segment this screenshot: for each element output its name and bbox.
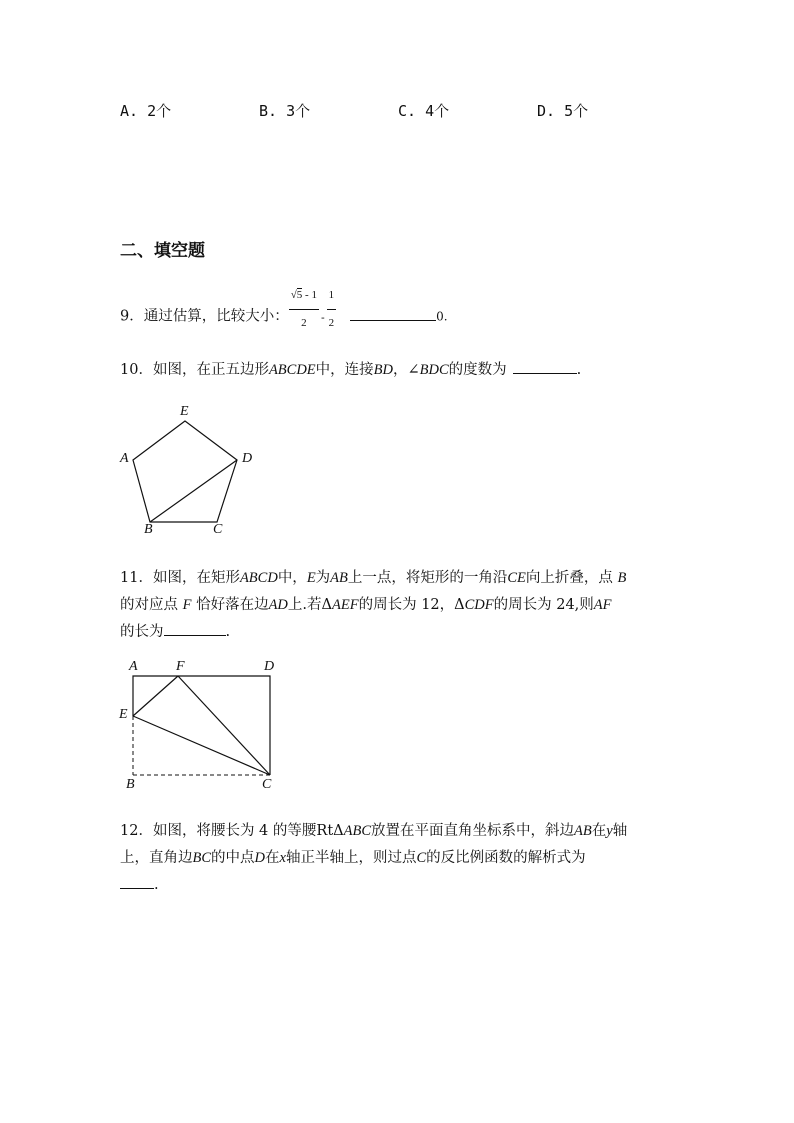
q10-seg: BD bbox=[373, 362, 394, 378]
segment-ef bbox=[133, 676, 178, 716]
q9-den2: 2 bbox=[328, 317, 335, 329]
label-c-pentagon: C bbox=[213, 522, 223, 537]
label-a-pentagon: A bbox=[120, 451, 129, 466]
q11-t8: 上.若Δ bbox=[287, 597, 333, 613]
q12-t1: 12．如图，将腰长为 4 的等腰 bbox=[120, 823, 317, 839]
label-b-rect: B bbox=[126, 777, 135, 792]
q12-t6: 上，直角边 bbox=[120, 850, 193, 866]
q10-text-c: ，∠ bbox=[393, 362, 420, 378]
q11-ce: CE bbox=[507, 570, 526, 586]
q11-rect: ABCD bbox=[239, 570, 278, 586]
q12-t10: 的反比例函数的解析式为 bbox=[426, 850, 586, 866]
q11-af: AF bbox=[593, 597, 612, 613]
label-b-pentagon: B bbox=[144, 522, 153, 537]
q12-t3: 放置在平面直角坐标系中，斜边 bbox=[371, 823, 575, 839]
q11-t2: 中， bbox=[277, 570, 307, 586]
q11-cdf: CDF bbox=[464, 597, 494, 613]
q9-sqrt-arg: 5 bbox=[296, 289, 303, 301]
q11-ab: AB bbox=[330, 570, 348, 586]
q12-end: . bbox=[154, 877, 159, 893]
q12-line-1 bbox=[120, 818, 627, 845]
q11-b: B bbox=[617, 570, 627, 586]
q12-t5: 轴 bbox=[612, 823, 628, 839]
q10-poly: ABCDE bbox=[268, 362, 316, 378]
q12-t7: 的中点 bbox=[211, 850, 255, 866]
option-c: C. 4个 bbox=[398, 102, 450, 120]
label-d-pentagon: D bbox=[242, 451, 253, 466]
label-e-rect: E bbox=[119, 707, 128, 722]
q12-ab: AB bbox=[574, 823, 592, 839]
q12-c: C bbox=[416, 850, 427, 866]
q11-ad: AD bbox=[268, 597, 288, 613]
q9-den1: 2 bbox=[301, 317, 307, 329]
q12-d: D bbox=[254, 850, 266, 866]
q12-line-2 bbox=[120, 845, 627, 872]
label-c-rect: C bbox=[262, 777, 272, 792]
q11-t3: 为 bbox=[315, 570, 331, 586]
question-12 bbox=[120, 818, 627, 899]
q12-t8: 在 bbox=[265, 850, 280, 866]
label-a-rect: A bbox=[129, 659, 138, 674]
q9-num-tail: - 1 bbox=[302, 289, 317, 301]
q11-t10: 的周长为 24,则 bbox=[493, 597, 594, 613]
q9-prefix: 9．通过估算，比较大小： bbox=[120, 308, 289, 325]
q12-x: x bbox=[279, 850, 286, 866]
label-f-rect: F bbox=[176, 659, 185, 674]
q12-t4: 在 bbox=[591, 823, 607, 839]
q11-e: E bbox=[306, 570, 316, 586]
q11-aef: AEF bbox=[332, 597, 359, 613]
q12-t2: Δ bbox=[333, 823, 344, 839]
q11-f: F bbox=[182, 597, 192, 613]
q9-tail: 0. bbox=[436, 309, 448, 324]
q11-t5: 向上折叠，点 bbox=[525, 570, 618, 586]
q12-answer-blank[interactable] bbox=[120, 874, 154, 889]
q11-t9: 的周长为 12，Δ bbox=[358, 597, 465, 613]
option-a: A. 2个 bbox=[120, 102, 172, 120]
q12-bc: BC bbox=[192, 850, 212, 866]
q10-angle: BDC bbox=[419, 362, 449, 378]
label-e-pentagon: E bbox=[180, 404, 189, 419]
section-heading: 二、填空题 bbox=[120, 241, 205, 261]
q10-text-d: 的度数为 bbox=[448, 362, 507, 378]
q12-abc: ABC bbox=[343, 823, 372, 839]
q10-text-a: 10．如图，在正五边形 bbox=[120, 362, 269, 378]
option-b: B. 3个 bbox=[259, 102, 311, 120]
q12-t9: 轴正半轴上，则过点 bbox=[285, 850, 417, 866]
q9-num2: 1 bbox=[327, 282, 337, 310]
q11-t11: 的长为 bbox=[120, 624, 164, 640]
q11-t6: 的对应点 bbox=[120, 597, 183, 613]
q11-t1: 11．如图，在矩形 bbox=[120, 570, 240, 586]
q12-line-3 bbox=[120, 872, 627, 899]
q10-text-b: 中，连接 bbox=[315, 362, 374, 378]
segment-fc bbox=[178, 676, 270, 775]
q11-t7: 恰好落在边 bbox=[191, 597, 269, 613]
segment-ec bbox=[133, 716, 270, 775]
q11-t4: 上一点，将矩形的一角沿 bbox=[347, 570, 508, 586]
option-d: D. 5个 bbox=[537, 102, 589, 120]
q9-minus: - bbox=[320, 310, 325, 324]
q10-end: . bbox=[576, 362, 582, 378]
label-d-rect: D bbox=[264, 659, 275, 674]
q11-end: . bbox=[225, 624, 231, 640]
sqrt-icon: √ bbox=[290, 289, 297, 301]
q12-rt: Rt bbox=[316, 823, 334, 839]
q12-y: y bbox=[606, 823, 613, 839]
